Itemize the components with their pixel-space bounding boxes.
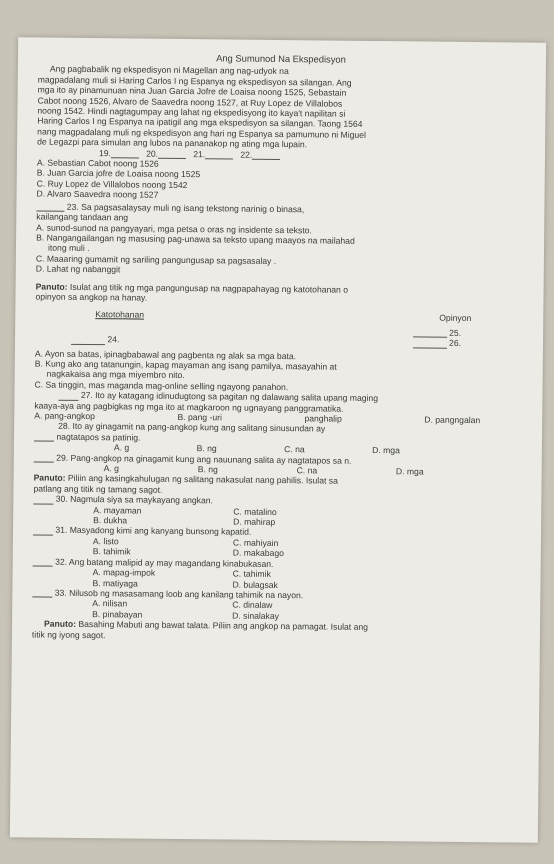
question-text: 31. Masyadong kimi ang kanyang bunsong kapatid. — [55, 525, 252, 538]
option: B. Nangangailangan ng masusing pag-unawa sa teksto upang maayos na mailahad — [36, 232, 355, 246]
option: D. pangngalan — [424, 414, 481, 426]
option: D. sinalakay — [232, 610, 280, 621]
option: C. mahiyain — [232, 537, 279, 548]
items-25-26 — [413, 327, 462, 348]
option: B. matiyaga — [92, 577, 138, 589]
answer-blank[interactable] — [111, 149, 139, 158]
instruction-text: titik ng iyong sagot. — [31, 628, 106, 640]
option: C. dinalaw — [232, 599, 273, 611]
statement: nagkakaisa ang mga miyembro nito. — [46, 368, 185, 381]
question-text: 33. Nilusob ng masasamang loob ang kanilang tahimik na nayon. — [54, 587, 304, 601]
option: itong muli . — [47, 242, 90, 254]
option: A. pang-angkop — [34, 410, 95, 422]
question-text: kaaya-aya ang pagbigkas ng mga ito at magkaroon ng ugnayang panggramatika. — [34, 400, 344, 414]
instruction-text: patlang ang titik ng tamang sagot. — [33, 483, 163, 495]
passage-line: de Legazpi para simulan ang lubos na pananakop ng ating mga lupain. — [37, 136, 308, 150]
item-number: 21. — [193, 148, 206, 159]
option: D. Lahat ng nabanggit — [35, 263, 121, 275]
question-text: 28. Ito ay ginagamit na pang-angkop kung ang salitang sinusundan ay — [58, 421, 326, 434]
option: B. dukha — [93, 515, 128, 526]
option: A. g — [103, 463, 120, 474]
item-number: 19. — [98, 147, 112, 158]
option: C. Maaaring gumamit ng sariling pangungusap sa pagsasalay . — [35, 253, 277, 266]
passage-line: Cabot noong 1526, Alvaro de Saavedra noong 1527, at Ruy Lopez de Villalobos — [37, 95, 343, 109]
statement: A. Ayon sa batas, ipinagbabawal ang pagbenta ng alak sa mga bata. — [34, 348, 297, 361]
option: panghalip — [304, 413, 342, 424]
passage-title: Ang Sumunod Na Ekspedisyon — [216, 52, 346, 65]
option: C. Ruy Lopez de Villalobos noong 1542 — [36, 178, 188, 190]
item-number: 20. — [146, 148, 159, 159]
answer-blank[interactable] — [32, 589, 52, 598]
option: C. matalino — [233, 506, 277, 517]
option: B. ng — [196, 443, 217, 454]
item-25 — [413, 327, 461, 338]
answer-blank[interactable] — [413, 329, 447, 338]
passage-line: magpadalang muli si Haring Carlos I ng Espanya ng ekspedisyon sa silangan. Ang — [37, 74, 352, 88]
option: C. na — [296, 465, 318, 476]
passage-line: Ang pagbabalik ng ekspedisyon ni Magellan ang nag-udyok na — [49, 63, 289, 77]
option: A. nilisan — [92, 598, 128, 609]
question-text: 27. Ito ay katagang idinudugtong sa pagitan ng dalawang salita upang maging — [80, 390, 379, 404]
statement: B. Kung ako ang tatanungin, kapag mayaman ang isang pamilya, masayahin at — [34, 358, 337, 372]
instruction-text: Basahing Mabuti ang bawat talata. Piliin ang angkop na pamagat. Isulat ang — [75, 619, 369, 633]
instruction-text: opinyon sa angkop na hanay. — [35, 291, 148, 303]
question-text: 30. Nagmula siya sa maykayang angkan. — [55, 493, 213, 506]
passage-line: nang magpadalang muli ng ekspedisyon ang hari ng Espanya sa pamumuno ni Miguel — [37, 126, 366, 140]
answer-blank[interactable] — [205, 150, 233, 159]
option: D. Alvaro Saavedra noong 1527 — [36, 188, 159, 201]
header-opinyon: Opinyon — [439, 313, 472, 324]
answer-blank[interactable] — [33, 558, 53, 567]
instruction-label: Panuto: — [33, 472, 66, 484]
option: D. mahirap — [233, 516, 276, 528]
item-24 — [71, 334, 119, 345]
instruction-label: Panuto: — [44, 618, 77, 630]
option: B. pinabayan — [92, 608, 143, 620]
instruction-text: Piliin ang kasingkahulugan ng salitang nakasulat nang pahilis. Isulat sa — [65, 473, 338, 487]
option: D. mga — [395, 466, 424, 477]
option: D. bulagsak — [232, 579, 278, 590]
item-26 — [413, 338, 461, 349]
item-number: 25. — [449, 327, 462, 338]
answer-blank[interactable] — [413, 339, 447, 348]
option: B. tahimik — [92, 546, 131, 557]
answer-blank[interactable] — [36, 203, 64, 212]
question-text: 29. Pang-angkop na ginagamit kung ang nauunang salita ay nagtatapos sa n. — [56, 452, 352, 466]
statement: C. Sa tinggin, mas maganda mag-online selling ngayong panahon. — [34, 379, 289, 392]
worksheet-paper — [10, 37, 546, 842]
instruction-label: Panuto: — [35, 280, 68, 292]
question-text: kailangang tandaan ang — [36, 211, 129, 223]
option: A. g — [113, 442, 130, 453]
passage-line: Haring Carlos I ng Espanya na ipatigil ang mga ekspedisyon sa silangan. Taong 1564 — [37, 115, 363, 130]
item-number: 24. — [107, 334, 120, 345]
option: D. makabago — [232, 547, 284, 559]
header-katotohanan: Katotohanan — [95, 309, 145, 320]
option: A. Sebastian Cabot noong 1526 — [36, 157, 159, 169]
answer-blank[interactable] — [33, 526, 53, 535]
answer-blank[interactable] — [71, 335, 105, 344]
option: B. Juan Garcia jofre de Loaisa noong 1525 — [36, 167, 201, 180]
passage — [37, 64, 524, 152]
answer-blank[interactable] — [58, 391, 78, 400]
item-number: 22. — [240, 149, 253, 160]
answer-blank[interactable] — [252, 151, 280, 160]
question-text: nagtatapos sa patinig. — [56, 431, 141, 443]
option: C. na — [284, 444, 305, 455]
worksheet-content — [32, 51, 524, 644]
option: A. listo — [92, 535, 119, 547]
question-text: 23. Sa pagsasalaysay muli ng isang tekstong narinig o binasa, — [66, 201, 305, 214]
answer-blank[interactable] — [34, 433, 54, 442]
instruction-text: Isulat ang titik ng mga pangungusap na nagpapahayag ng katotohanan o — [67, 281, 349, 295]
answer-blank[interactable] — [158, 150, 186, 159]
column-items — [35, 319, 521, 349]
option: B. ng — [197, 464, 218, 475]
option: A. mayaman — [93, 504, 142, 516]
item-number: 26. — [449, 337, 462, 349]
option: B. pang -uri — [177, 411, 222, 423]
option: C. tahimik — [232, 568, 271, 580]
option: A. sunod-sunod na pangyayari, mga petsa o oras ng insidente sa teksto. — [36, 221, 312, 235]
passage-line: noong 1542. Hindi nagtagumpay ang lahat ng ekspedisyong ito kaya't napilitan si — [37, 105, 346, 119]
option: D. mga — [372, 445, 400, 456]
answer-blank[interactable] — [34, 453, 54, 462]
question-text: 32. Ang batang malipid ay may magandang kinabukasan. — [55, 556, 274, 569]
answer-blank[interactable] — [33, 495, 53, 504]
passage-line: mga ito ay pinamunuan nina Juan Garcia Jofre de Loaisa noong 1525, Sebastain — [37, 84, 347, 98]
option: A. mapag-impok — [92, 567, 156, 578]
